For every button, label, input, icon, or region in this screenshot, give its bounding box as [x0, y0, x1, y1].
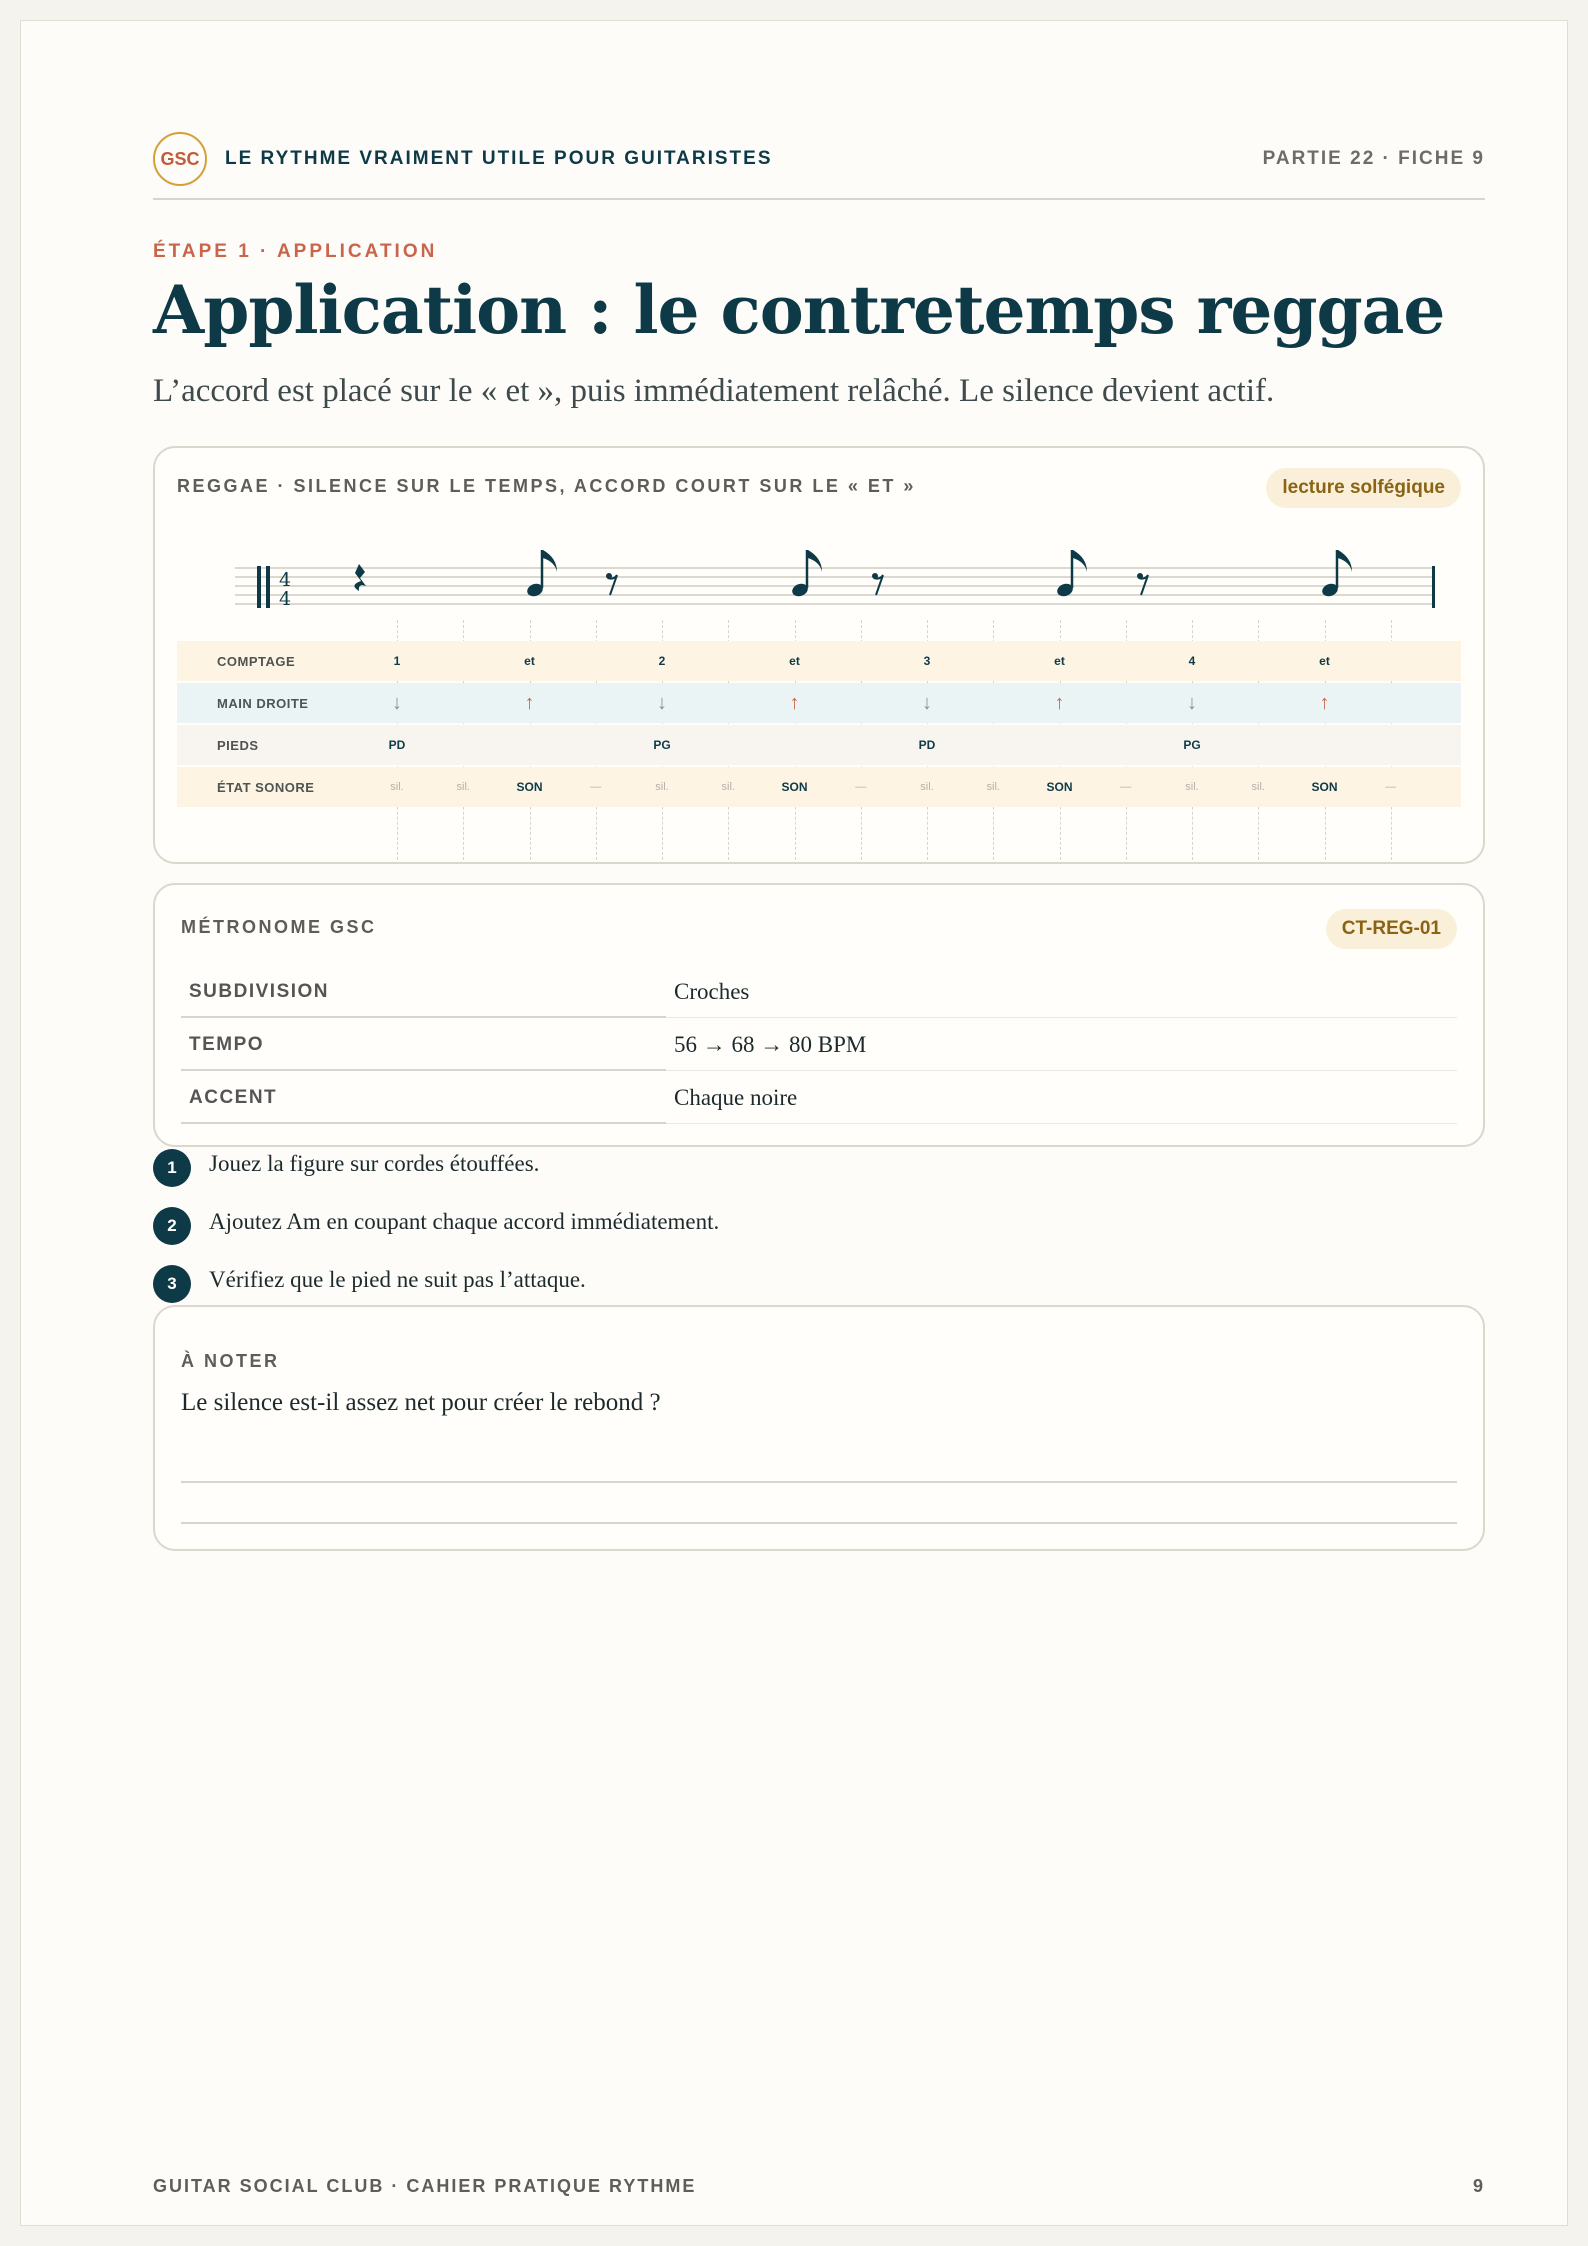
step-number: 3	[153, 1265, 191, 1303]
barline-start-thick	[257, 566, 261, 608]
step-item	[153, 1149, 539, 1187]
foot-cell	[495, 725, 565, 765]
foot-cell	[1290, 725, 1360, 765]
feet-row	[177, 725, 1461, 765]
metronome-card	[153, 883, 1485, 1147]
eighth-rest-symbol	[606, 573, 617, 595]
foot-cell: PD	[918, 738, 936, 752]
count-cell: 2	[658, 654, 666, 668]
step-text: Vérifiez que le pied ne suit pas l’attaque.	[209, 1267, 586, 1292]
notation-card-label: REGGAE · SILENCE SUR LE TEMPS, ACCORD COURT SUR LE « ET »	[177, 476, 916, 496]
up-strum-arrow-icon: ↑	[524, 692, 535, 714]
step-number: 2	[153, 1207, 191, 1245]
notes-card-label: À NOTER	[181, 1351, 280, 1371]
row-label: PIEDS	[217, 738, 259, 753]
rhythm-notation-card	[153, 446, 1485, 864]
sound-state-cell: —	[590, 781, 602, 793]
eighth-note-symbol	[525, 550, 557, 598]
row-label: ÉTAT SONORE	[217, 780, 315, 795]
reading-badge: lecture solfégique	[1266, 468, 1461, 508]
music-staff	[235, 540, 1435, 640]
foot-cell	[1025, 725, 1095, 765]
count-cell: et	[1319, 654, 1330, 668]
eighth-rest-symbol	[1137, 573, 1148, 595]
count-cell: et	[1054, 654, 1065, 668]
metronome-card-label: MÉTRONOME GSC	[181, 917, 377, 937]
eighth-note-symbol	[1320, 550, 1352, 598]
setting-key: TEMPO	[181, 1018, 666, 1071]
count-row	[177, 641, 1461, 681]
sound-state-cell: sil.	[1185, 781, 1199, 793]
step-text: Ajoutez Am en coupant chaque accord immédiatement.	[209, 1209, 720, 1234]
note-question: Le silence est-il assez net pour créer le rebond ?	[181, 1389, 661, 1416]
setting-key: ACCENT	[181, 1071, 666, 1124]
sound-state-cell: sil.	[986, 781, 1000, 793]
exercise-code-badge: CT-REG-01	[1326, 909, 1457, 949]
worksheet-page	[20, 20, 1568, 2226]
row-label: MAIN DROITE	[217, 696, 309, 711]
sound-state-cell: —	[1385, 781, 1397, 793]
sound-state-cell: SON	[516, 780, 543, 794]
rhythm-grid	[177, 641, 1461, 809]
sound-state-cell: sil.	[721, 781, 735, 793]
down-strum-arrow-icon: ↓	[1187, 692, 1197, 714]
down-strum-arrow-icon: ↓	[922, 692, 932, 714]
down-strum-arrow-icon: ↓	[657, 692, 667, 714]
eighth-rest-symbol	[872, 573, 883, 595]
setting-value: 56 → 68 → 80 BPM	[666, 1018, 1457, 1071]
step-eyebrow: ÉTAPE 1 · APPLICATION	[153, 241, 438, 262]
notes-card	[153, 1305, 1485, 1551]
sound-state-cell: sil.	[456, 781, 470, 793]
count-cell: 1	[393, 654, 401, 668]
sound-state-cell: sil.	[655, 781, 669, 793]
page-number: 9	[1472, 2176, 1485, 2196]
sound-state-cell: sil.	[920, 781, 934, 793]
table-row	[181, 1071, 1457, 1124]
page-header	[153, 131, 1485, 187]
gsc-logo: GSC	[153, 132, 207, 186]
sound-state-cell: SON	[1046, 780, 1073, 794]
eighth-note-symbol	[790, 550, 822, 598]
eighth-note-symbol	[1055, 550, 1087, 598]
table-row	[181, 965, 1457, 1018]
up-strum-arrow-icon: ↑	[1054, 692, 1065, 714]
right-hand-row	[177, 683, 1461, 723]
barline-start-thin	[266, 566, 270, 608]
sound-state-cell: —	[1120, 781, 1132, 793]
step-text: Jouez la figure sur cordes étouffées.	[209, 1151, 540, 1176]
brand-title: LE RYTHME VRAIMENT UTILE POUR GUITARISTES	[225, 148, 773, 169]
part-sheet-label: PARTIE 22 · FICHE 9	[1262, 148, 1485, 169]
time-signature-bottom: 4	[279, 588, 292, 610]
barline-end	[1432, 566, 1435, 608]
down-strum-arrow-icon: ↓	[392, 692, 402, 714]
table-row	[181, 1018, 1457, 1071]
count-cell: 4	[1188, 654, 1196, 668]
writing-line[interactable]	[181, 1522, 1457, 1524]
sound-state-cell: SON	[781, 780, 808, 794]
up-strum-arrow-icon: ↑	[1319, 692, 1330, 714]
step-item	[153, 1207, 719, 1245]
setting-value: Croches	[666, 965, 1457, 1018]
count-cell: 3	[923, 654, 931, 668]
sound-state-cell: sil.	[390, 781, 404, 793]
setting-value: Chaque noire	[666, 1071, 1457, 1124]
count-cell: et	[789, 654, 800, 668]
sound-state-cell: SON	[1311, 780, 1338, 794]
time-signature-top: 4	[279, 569, 292, 591]
footer-title: GUITAR SOCIAL CLUB · CAHIER PRATIQUE RYTHME	[153, 2176, 697, 2196]
foot-cell: PG	[1183, 738, 1201, 752]
count-cell: et	[524, 654, 535, 668]
header-divider	[153, 198, 1485, 200]
writing-line[interactable]	[181, 1481, 1457, 1483]
foot-cell: PG	[653, 738, 671, 752]
metronome-settings-table	[181, 965, 1457, 1124]
foot-cell	[760, 725, 830, 765]
foot-cell: PD	[388, 738, 406, 752]
sound-state-cell: —	[855, 781, 867, 793]
page-title: Application : le contretemps reggae	[153, 271, 1445, 349]
up-strum-arrow-icon: ↑	[789, 692, 800, 714]
step-number: 1	[153, 1149, 191, 1187]
page-subtitle: L’accord est placé sur le « et », puis immédiatement relâché. Le silence devient actif.	[153, 373, 1275, 409]
step-item	[153, 1265, 586, 1303]
sound-state-row	[177, 767, 1461, 807]
sound-state-cell: sil.	[1251, 781, 1265, 793]
row-label: COMPTAGE	[217, 654, 296, 669]
setting-key: SUBDIVISION	[181, 965, 666, 1018]
